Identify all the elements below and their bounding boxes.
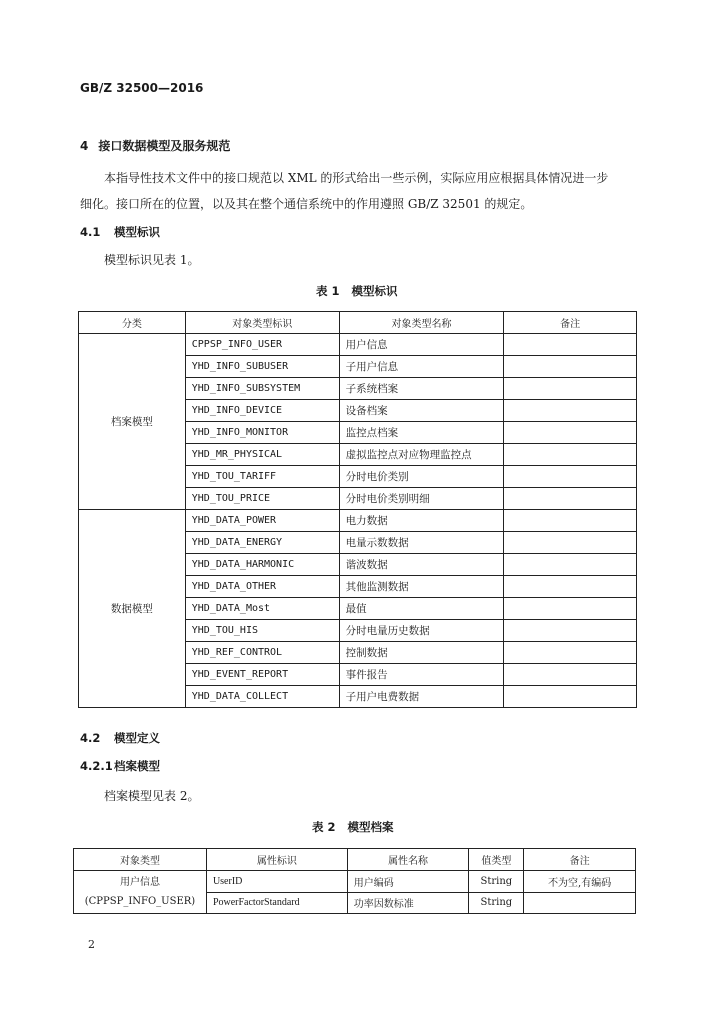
section-4-1-heading (80, 224, 160, 240)
attribute-name: 功率因数标准 (347, 892, 469, 914)
note-cell (504, 554, 637, 576)
note-cell (504, 510, 637, 532)
table-header-row (79, 312, 637, 334)
object-type-id: YHD_INFO_MONITOR (185, 422, 339, 444)
note-cell (504, 334, 637, 356)
column-header: 备注 (524, 849, 636, 871)
note-cell (504, 488, 637, 510)
note-cell (504, 686, 637, 708)
object-type-id: YHD_DATA_COLLECT (185, 686, 339, 708)
object-type-name: 其他监测数据 (339, 576, 504, 598)
caption-number: 表 2 (312, 820, 336, 834)
object-type-name: 子用户电费数据 (339, 686, 504, 708)
note-cell (504, 356, 637, 378)
object-type-id: YHD_DATA_HARMONIC (185, 554, 339, 576)
category-cell: 数据模型 (79, 510, 186, 708)
section-number: 4.2.1 (80, 759, 113, 773)
object-type-name: 最值 (339, 598, 504, 620)
table-row (79, 334, 637, 356)
object-type-id: YHD_REF_CONTROL (185, 642, 339, 664)
object-type-name: 用户信息 (339, 334, 504, 356)
object-type-cell (74, 871, 207, 914)
note-cell (504, 378, 637, 400)
object-type-name: 控制数据 (339, 642, 504, 664)
table-2-caption (312, 819, 394, 835)
note-cell (504, 642, 637, 664)
note-cell (504, 576, 637, 598)
object-type-name: 事件报告 (339, 664, 504, 686)
column-header: 对象类型标识 (185, 312, 339, 334)
section-4-paragraph-line1: 本指导性技术文件中的接口规范以 XML 的形式给出一些示例，实际应用应根据具体情况进一步 (104, 171, 609, 185)
model-identification-table (78, 311, 637, 708)
column-header: 值类型 (469, 849, 524, 871)
page-number: 2 (88, 938, 95, 951)
table-row (74, 871, 636, 893)
object-type-id: YHD_INFO_SUBUSER (185, 356, 339, 378)
value-type: String (469, 871, 524, 893)
object-type-name: 虚拟监控点对应物理监控点 (339, 444, 504, 466)
object-type-id: YHD_DATA_POWER (185, 510, 339, 532)
caption-title: 模型档案 (347, 820, 394, 834)
object-type-id: YHD_DATA_OTHER (185, 576, 339, 598)
object-type-name: 分时电量历史数据 (339, 620, 504, 642)
note-cell (504, 532, 637, 554)
standard-code-header: GB/Z 32500—2016 (80, 81, 204, 95)
column-header: 对象类型 (74, 849, 207, 871)
column-header: 分类 (79, 312, 186, 334)
object-type-name: 电力数据 (339, 510, 504, 532)
object-type-id: YHD_EVENT_REPORT (185, 664, 339, 686)
object-type-name: 监控点档案 (339, 422, 504, 444)
attribute-id: PowerFactorStandard (206, 892, 347, 914)
section-4-heading (80, 137, 230, 154)
object-type-id: YHD_TOU_PRICE (185, 488, 339, 510)
section-4-paragraph-line2: 细化。接口所在的位置，以及其在整个通信系统中的作用遵照 GB/Z 32501 的规定。 (80, 197, 533, 211)
object-type-name: 子用户信息 (339, 356, 504, 378)
object-type-id: YHD_INFO_SUBSYSTEM (185, 378, 339, 400)
column-header: 对象类型名称 (339, 312, 504, 334)
object-type-id: YHD_MR_PHYSICAL (185, 444, 339, 466)
section-title: 模型定义 (114, 731, 160, 745)
model-archive-table (73, 848, 636, 914)
note-cell (504, 620, 637, 642)
note-cell (504, 466, 637, 488)
caption-title: 模型标识 (351, 284, 398, 298)
object-type-id: YHD_TOU_HIS (185, 620, 339, 642)
note-cell (504, 400, 637, 422)
section-4-2-1-heading (80, 758, 160, 774)
object-type-name: 子系统档案 (339, 378, 504, 400)
value-type: String (469, 892, 524, 914)
note-cell (504, 444, 637, 466)
category-cell: 档案模型 (79, 334, 186, 510)
caption-number: 表 1 (316, 284, 340, 298)
section-4-1-paragraph: 模型标识见表 1。 (104, 253, 200, 267)
section-number: 4.2 (80, 731, 101, 745)
object-type-name: 用户信息 (119, 877, 160, 888)
section-4-2-heading (80, 730, 160, 746)
object-type-code: (CPPSP_INFO_USER) (84, 896, 196, 907)
note-cell: 不为空,有编码 (524, 871, 636, 893)
object-type-name: 谐波数据 (339, 554, 504, 576)
section-number: 4 (80, 139, 89, 153)
attribute-name: 用户编码 (347, 871, 469, 893)
table-header-row (74, 849, 636, 871)
note-cell (524, 892, 636, 914)
table-1-caption (316, 283, 398, 299)
object-type-name: 分时电价类别 (339, 466, 504, 488)
object-type-id: YHD_DATA_Most (185, 598, 339, 620)
table-row (79, 510, 637, 532)
object-type-id: CPPSP_INFO_USER (185, 334, 339, 356)
section-title: 接口数据模型及服务规范 (98, 139, 231, 153)
object-type-name: 设备档案 (339, 400, 504, 422)
section-number: 4.1 (80, 225, 101, 239)
column-header: 备注 (504, 312, 637, 334)
object-type-id: YHD_INFO_DEVICE (185, 400, 339, 422)
attribute-id: UserID (206, 871, 347, 893)
object-type-id: YHD_TOU_TARIFF (185, 466, 339, 488)
note-cell (504, 422, 637, 444)
section-title: 档案模型 (114, 759, 160, 773)
object-type-name: 分时电价类别明细 (339, 488, 504, 510)
section-title: 模型标识 (114, 225, 160, 239)
object-type-name: 电量示数数据 (339, 532, 504, 554)
object-type-id: YHD_DATA_ENERGY (185, 532, 339, 554)
column-header: 属性标识 (206, 849, 347, 871)
column-header: 属性名称 (347, 849, 469, 871)
section-4-2-1-paragraph: 档案模型见表 2。 (104, 789, 200, 803)
note-cell (504, 664, 637, 686)
note-cell (504, 598, 637, 620)
